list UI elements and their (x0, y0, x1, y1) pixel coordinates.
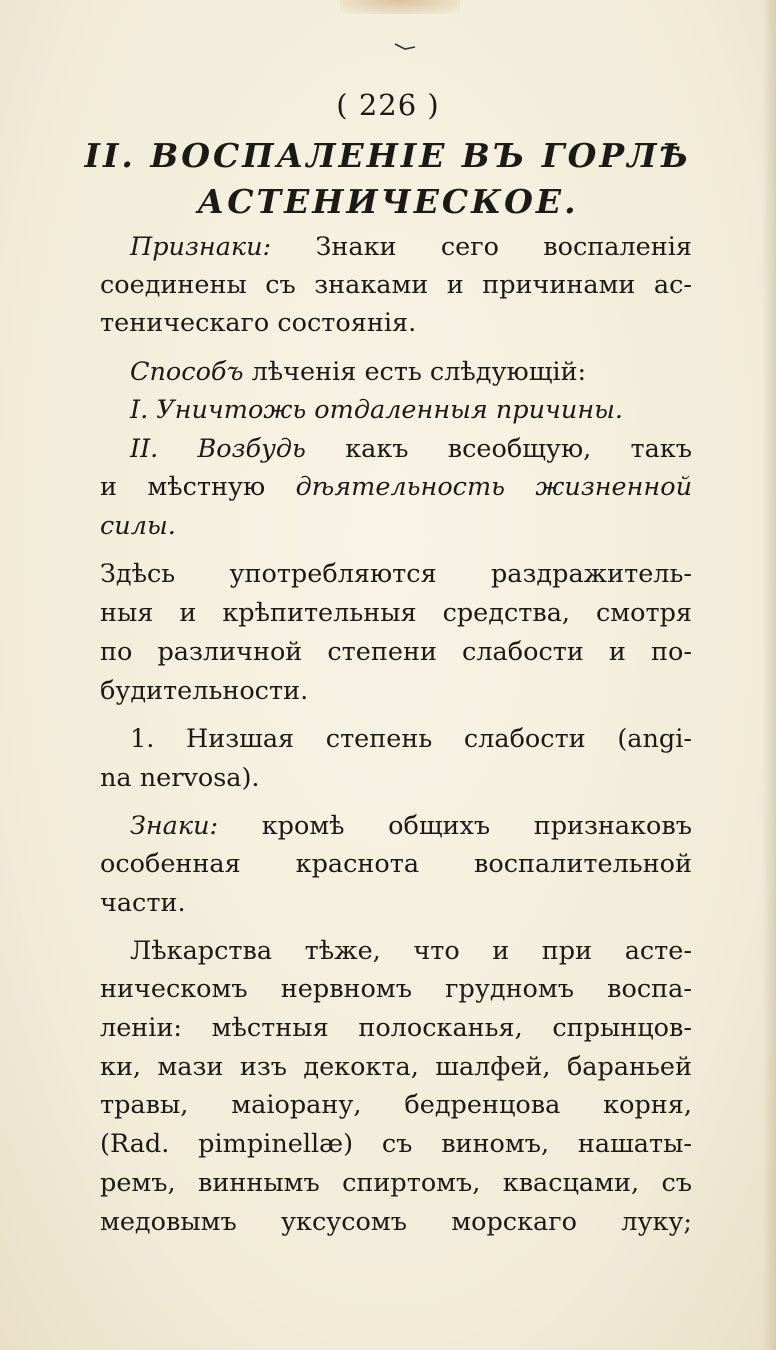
italic-run: I. Уничтожь отдаленныя причины. (130, 395, 624, 425)
italic-run: силы. (100, 511, 176, 541)
text-line (130, 934, 692, 968)
text-run: соединены съ знаками и причинами ас- (100, 270, 692, 300)
italic-run: Признаки: (130, 232, 272, 262)
text-run: травы, маіорану, бедренцова корня, (100, 1090, 692, 1120)
text-run: ки, мази изъ декокта, шалфей, бараньей (100, 1052, 692, 1082)
text-line (130, 809, 692, 843)
text-line (100, 1127, 692, 1161)
text-run: леніи: мѣстныя полосканья, спрынцов- (100, 1013, 692, 1043)
text-line (100, 847, 692, 881)
text-run: Лѣкарства тѣже, что и при асте- (130, 936, 692, 966)
text-run: теническаго состоянія. (100, 308, 417, 338)
top-stain (340, 0, 460, 14)
text-line (130, 355, 692, 389)
text-line (100, 886, 692, 920)
text-run: (Rad. pimpinellæ) съ виномъ, нашаты- (100, 1129, 692, 1159)
printer-mark-icon (394, 42, 416, 52)
text-run: будительности. (100, 676, 309, 706)
italic-run: дѣятельность жизненной (295, 472, 692, 502)
text-line (100, 596, 692, 630)
text-line (130, 230, 692, 264)
text-line (100, 635, 692, 669)
text-line (100, 470, 692, 504)
text-line (100, 1050, 692, 1084)
text-run: и мѣстную (100, 472, 296, 502)
text-line (100, 509, 692, 543)
text-run: Знаки сего воспаленія (271, 232, 692, 262)
text-line (100, 972, 692, 1006)
text-run: лѣченія есть слѣдующій: (243, 357, 587, 387)
text-run: по различной степени слабости и по- (100, 637, 692, 667)
page-number: ( 226 ) (336, 88, 440, 122)
text-run: кромѣ общихъ признаковъ (218, 811, 692, 841)
text-line (130, 393, 692, 427)
text-run: части. (100, 888, 186, 918)
italic-run: Знаки: (130, 811, 219, 841)
text-line (100, 557, 692, 591)
text-run: ныя и крѣпительныя средства, смотря (100, 598, 692, 628)
text-line (130, 432, 692, 466)
italic-run: II. Возбудь (130, 434, 306, 464)
text-run: ническомъ нервномъ грудномъ воспа- (100, 974, 692, 1004)
text-run: ремъ, виннымъ спиртомъ, квасцами, съ (100, 1168, 692, 1198)
text-line (100, 1166, 692, 1200)
text-line (100, 1011, 692, 1045)
text-run: Здѣсь употребляются раздражитель- (100, 559, 692, 589)
text-line (100, 1088, 692, 1122)
text-line (130, 722, 692, 756)
text-line (100, 1205, 692, 1239)
section-heading-line-2: АСТЕНИЧЕСКОЕ. (197, 182, 579, 221)
text-line (100, 674, 692, 708)
text-line (100, 268, 692, 302)
text-run: na nervosa). (100, 763, 260, 793)
italic-run: Способъ (130, 357, 244, 387)
text-line (100, 761, 692, 795)
text-run: особенная краснота воспалительной (100, 849, 692, 879)
text-run: 1. Низшая степень слабости (angi- (130, 724, 692, 754)
text-line (100, 306, 692, 340)
text-run: медовымъ уксусомъ морскаго луку; (100, 1207, 692, 1237)
text-run: какъ всеобщую, такъ (305, 434, 692, 464)
section-heading-line-1: II. ВОСПАЛЕНІЕ ВЪ ГОРЛѢ (84, 136, 692, 175)
